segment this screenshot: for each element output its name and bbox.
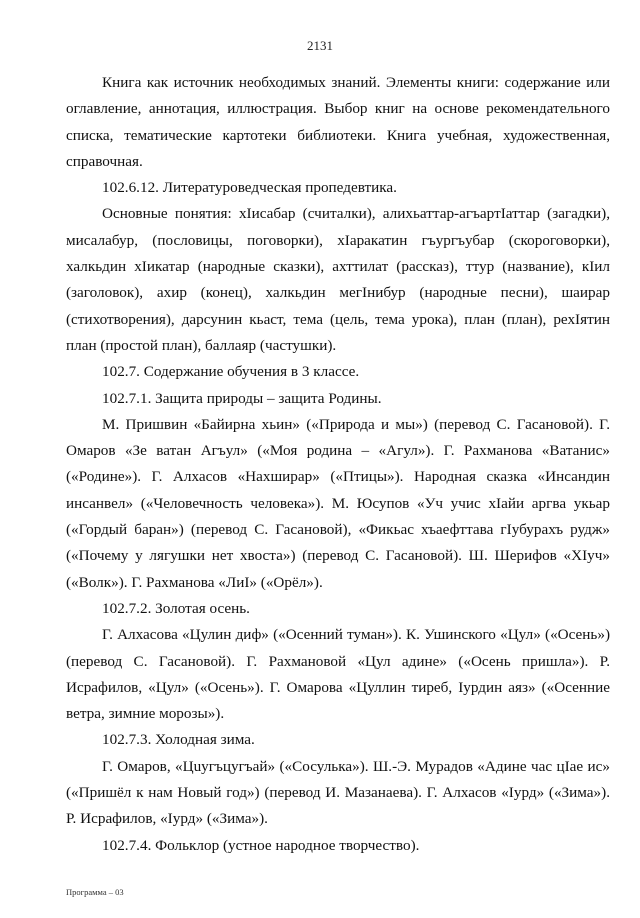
page-number: 2131 [307, 38, 333, 53]
footer-label: Программа – 03 [66, 887, 124, 897]
paragraph-golden-autumn-works: Г. Алхасова «Цулин диф» («Осенний туман»). К. Ушинского «Цул» («Осень») (перевод С. Гасановой). Г. Рахмановой «Цул адине» («Осень пришла»). Р. Исрафилов, «Цул» («Осень»). Г. Омарова «Цуллин тиреб, Iурдин аяз» («Осенние ветра, зимние морозы»). [66, 626, 610, 723]
paragraph-basic-concepts: Основные понятия: хIисабар (считалки), алихьаттар-агъартIаттар (загадки), мисалабур, (пословицы, поговорки), хIаракатин гъургъубар (скороговорки), халкьдин хIикатар (народные сказки), ахттилат (рассказ), ттур (название), кIил (заголовок), ахир (конец), халкьдин мегIнибур (народные песни), шаирар (стихотворения), дарсунин кьаст, тема (цель, тема урока), план (план), рехIятин план (простой план), баллаяр (частушки). [66, 205, 610, 354]
section-heading-102-7-1: 102.7.1. Защита природы – защита Родины. [102, 389, 382, 407]
section-heading-102-7-4: 102.7.4. Фольклор (устное народное творчество). [102, 836, 420, 854]
section-heading-102-7-2: 102.7.2. Золотая осень. [102, 599, 250, 617]
paragraph-book-elements: Книга как источник необходимых знаний. Элементы книги: содержание или оглавление, аннотация, иллюстрация. Выбор книг на основе рекомендательного списка, тематические картотеки библиотеки. Книга учебная, художественная, справочная. [66, 74, 610, 170]
section-heading-102-6-12: 102.6.12. Литературоведческая пропедевтика. [102, 179, 397, 197]
paragraph-nature-protection-works: М. Пришвин «Байирна хьин» («Природа и мы») (перевод С. Гасановой). Г. Омаров «Зе ватан Агъул» («Моя родина – «Агул»). Г. Рахманова «Ватанис» («Родине»). Г. Алхасов «Нахширар» («Птицы»). Народная сказка «Инсандин инсанвел» («Человечность человека»). М. Юсупов «Уч учис хIайи аргва укьар («Гордый баран») (перевод С. Гасановой), «Фикьас хъаефттава гIубурахъ рудж» («Почему у лягушки нет хвоста») (перевод С. Гасановой). Ш. Шерифов «ХIуч» («Волк»). Г. Рахманова «ЛиI» («Орёл»). [66, 415, 610, 591]
section-heading-102-7-3: 102.7.3. Холодная зима. [102, 731, 255, 749]
section-heading-102-7: 102.7. Содержание обучения в 3 классе. [102, 363, 360, 381]
page-body [66, 70, 610, 859]
paragraph-cold-winter-works: Г. Омаров, «Цuугъцугъай» («Сосулька»). Ш.-Э. Мурадов «Адине час цIае ис» («Пришёл к нам Новый год») (перевод И. Мазанаева). Г. Алхасов «Iурд» («Зима»). Р. Исрафилов, «Iурд» («Зима»). [66, 757, 610, 828]
